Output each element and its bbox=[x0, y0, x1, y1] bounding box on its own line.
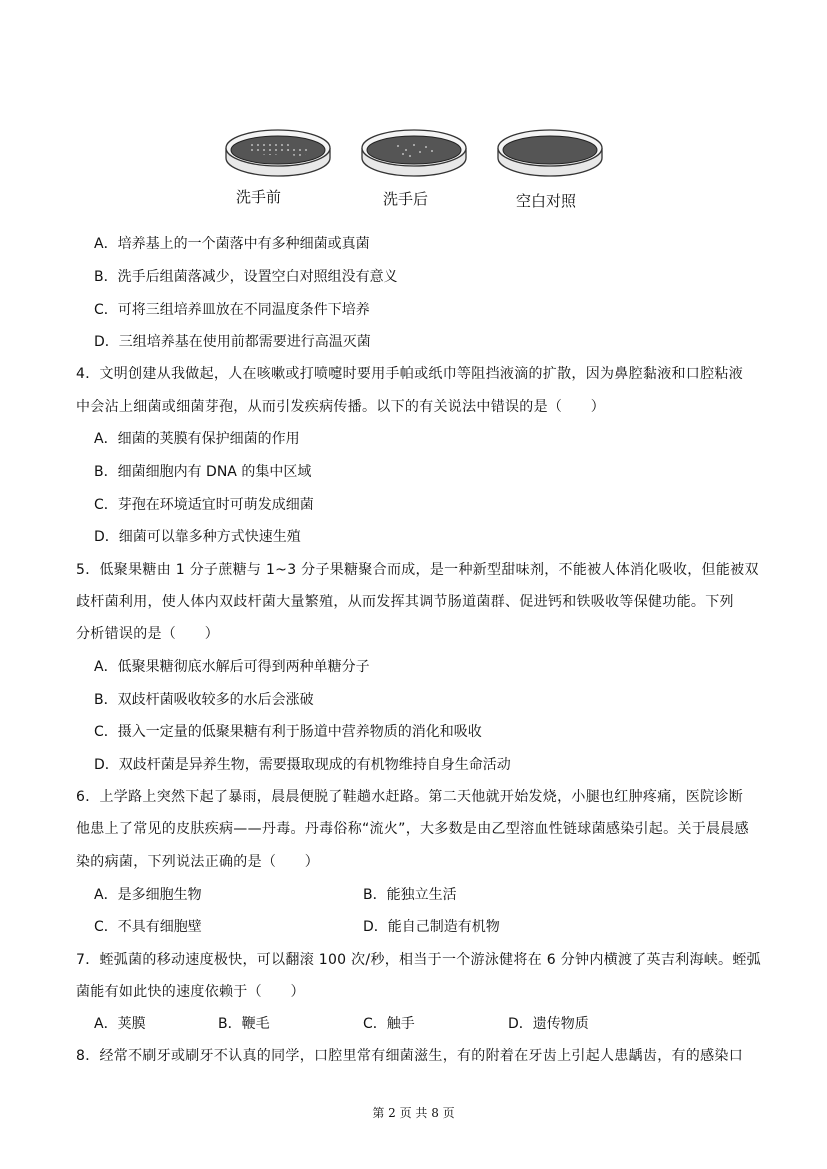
dish-label-after: 洗手后 bbox=[383, 190, 429, 208]
petri-dish-control bbox=[498, 130, 602, 176]
q6-stem-line-1: 6．上学路上突然下起了暴雨，晨晨便脱了鞋趟水赶路。第二天他就开始发烧，小腿也红肿疼痛，医院诊断 bbox=[76, 789, 744, 805]
q6-option-c: C．不具有细胞壁 bbox=[94, 919, 202, 935]
q6-option-d: D．能自己制造有机物 bbox=[363, 919, 500, 935]
q5-stem-line-1: 5．低聚果糖由 1 分子蔗糖与 1~3 分子果糖聚合而成，是一种新型甜味剂，不能被人体消化吸收，但能被双 bbox=[76, 562, 759, 578]
q4-stem-line-2: 中会沾上细菌或细菌芽孢，从而引发疾病传播。以下的有关说法中错误的是（ ） bbox=[76, 399, 606, 415]
q6-option-a: A．是多细胞生物 bbox=[94, 887, 202, 903]
q5-option-a: A．低聚果糖彻底水解后可得到两种单糖分子 bbox=[94, 659, 370, 675]
q5-option-d: D．双歧杆菌是异养生物，需要摄取现成的有机物维持自身生命活动 bbox=[94, 757, 511, 773]
petri-dish-after bbox=[362, 130, 466, 176]
dish-label-control: 空白对照 bbox=[516, 192, 577, 210]
q6-stem-line-3: 染的病菌，下列说法正确的是（ ） bbox=[76, 854, 320, 870]
q5-stem-line-3: 分析错误的是（ ） bbox=[76, 626, 219, 642]
q5-option-b: B．双歧杆菌吸收较多的水后会涨破 bbox=[94, 692, 314, 708]
q7-option-b: B．鞭毛 bbox=[218, 1016, 270, 1032]
q4-option-a: A．细菌的荚膜有保护细菌的作用 bbox=[94, 431, 300, 447]
dish-label-before: 洗手前 bbox=[236, 188, 282, 206]
q4-option-b: B．细菌细胞内有 DNA 的集中区域 bbox=[94, 464, 312, 480]
q7-option-d: D．遗传物质 bbox=[508, 1016, 589, 1032]
q7-stem-line-1: 7．蛭弧菌的移动速度极快，可以翻滚 100 次/秒，相当于一个游泳健将在 6 分钟内横渡了英吉利海峡。蛭弧 bbox=[76, 952, 761, 968]
q8-stem-line-1: 8．经常不刷牙或刷牙不认真的同学，口腔里常有细菌滋生，有的附着在牙齿上引起人患龋齿，有的感染口 bbox=[76, 1048, 744, 1064]
q4-stem-line-1: 4．文明创建从我做起，人在咳嗽或打喷嚏时要用手帕或纸巾等阻挡液滴的扩散，因为鼻腔黏液和口腔粘液 bbox=[76, 366, 744, 382]
q3-option-d: D．三组培养基在使用前都需要进行高温灭菌 bbox=[94, 334, 371, 350]
q4-option-c: C．芽孢在环境适宜时可萌发成细菌 bbox=[94, 497, 314, 513]
petri-dish-before bbox=[226, 130, 330, 176]
q3-option-a: A．培养基上的一个菌落中有多种细菌或真菌 bbox=[94, 236, 370, 252]
q7-option-c: C．触手 bbox=[363, 1016, 415, 1032]
q5-option-c: C．摄入一定量的低聚果糖有利于肠道中营养物质的消化和吸收 bbox=[94, 724, 482, 740]
q6-option-b: B．能独立生活 bbox=[363, 887, 457, 903]
q3-option-c: C．可将三组培养皿放在不同温度条件下培养 bbox=[94, 302, 370, 318]
q3-option-b: B．洗手后组菌落减少，设置空白对照组没有意义 bbox=[94, 269, 398, 285]
q4-option-d: D．细菌可以靠多种方式快速生殖 bbox=[94, 529, 301, 545]
q6-stem-line-2: 他患上了常见的皮肤疾病——丹毒。丹毒俗称“流火”，大多数是由乙型溶血性链球菌感染引起。关于晨晨感 bbox=[76, 821, 749, 837]
q7-stem-line-2: 菌能有如此快的速度依赖于（ ） bbox=[76, 984, 305, 1000]
page-footer: 第 2 页 共 8 页 bbox=[372, 1106, 455, 1120]
q7-option-a: A．荚膜 bbox=[94, 1016, 146, 1032]
q5-stem-line-2: 歧杆菌利用，使人体内双歧杆菌大量繁殖，从而发挥其调节肠道菌群、促进钙和铁吸收等保健功能。下列 bbox=[76, 594, 734, 610]
